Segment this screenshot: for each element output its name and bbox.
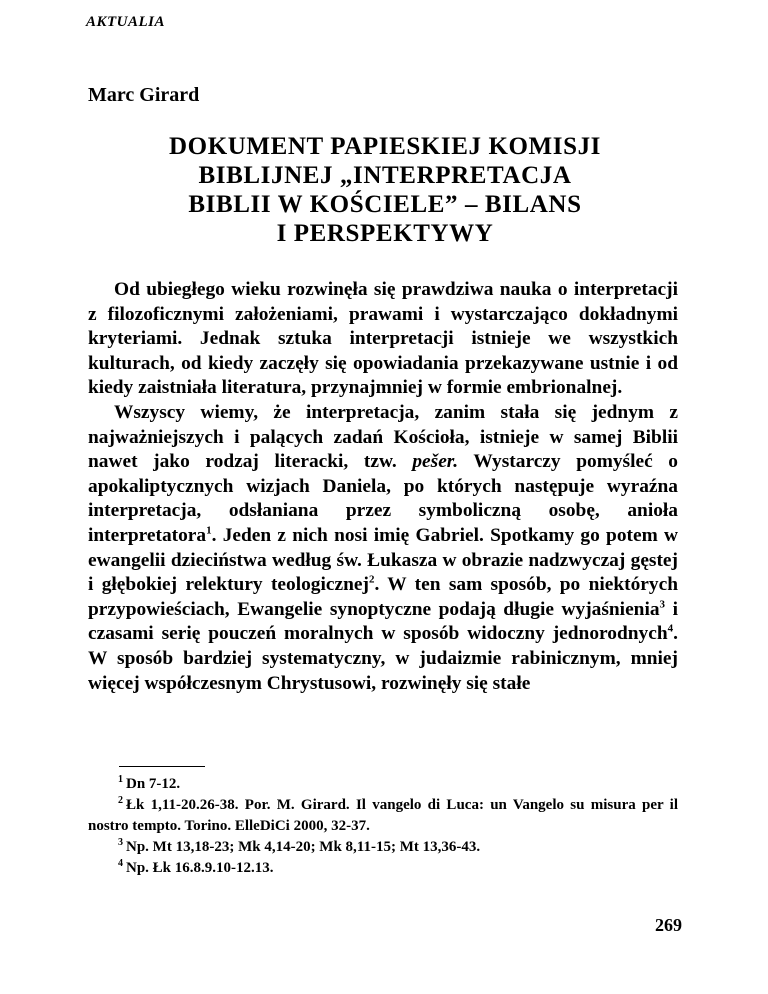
title-line-1: DOKUMENT PAPIESKIEJ KOMISJI xyxy=(169,133,601,160)
title-line-3: BIBLII W KOŚCIELE” – BILANS xyxy=(188,191,582,218)
section-header: AKTUALIA xyxy=(86,14,166,30)
footnote-ref-4: 4 xyxy=(667,622,674,635)
paragraph-2-text-c: . Jeden z nich nosi imię Gabriel. Spotkamy go potem w ewangelii dzieciństwa według św. Łukasza w obrazie nadzwyczaj gęstej i głębokiej relektury teologicznej xyxy=(88,524,678,596)
paragraph-2-text-a: Wszyscy wiemy, że interpretacja, zanim stała się jednym z najważniejszych i palących zadań Kościoła, istnieje w samej Biblii nawet jako rodzaj literacki, tzw. xyxy=(88,401,678,473)
footnote-divider xyxy=(119,766,205,767)
footnote-mark: 2 xyxy=(118,795,123,806)
title-line-2: BIBLIJNEJ „INTERPRETACJA xyxy=(198,162,572,189)
footnote-3 xyxy=(88,837,678,858)
footnote-ref-3: 3 xyxy=(659,598,666,611)
footnote-text: Dn 7-12. xyxy=(126,776,181,792)
footnote-ref-2: 2 xyxy=(368,573,375,586)
footnote-ref-1: 1 xyxy=(206,524,212,537)
footnote-4 xyxy=(88,858,678,879)
footnotes xyxy=(88,774,678,879)
paragraph-2-text-f: . W sposób bardziej systematyczny, w judaizmie rabinicznym, mniej więcej współczesnym Chrystusowi, rozwinęły się stałe xyxy=(88,623,678,694)
footnote-text: Łk 1,11-20.26-38. Por. M. Girard. Il vangelo di Luca: un Vangelo su misura per il nostro tempto. Torino. ElleDiCi 2000, 32-37. xyxy=(88,797,678,834)
author-name: Marc Girard xyxy=(88,84,200,106)
footnote-1 xyxy=(88,774,678,795)
paragraph-2-text-b: Wystarczy pomyśleć o apokaliptycznych wizjach Daniela, po których następuje wyraźna interpretacja, odsłaniana przez symboliczną osobę, anioła interpretatora xyxy=(88,451,679,546)
footnote-2 xyxy=(88,795,678,837)
paragraph-1: Od ubiegłego wieku rozwinęła się prawdziwa nauka o interpretacji z filozoficznymi założeniami, prawami i wystarczająco dokładnymi kryteriami. Jednak sztuka interpretacji istnieje we wszystkich kulturach, od kiedy zaczęły się opowiadania przekazywane ustnie i od kiedy zaistniała literatura, przynajmniej w formie embrionalnej. xyxy=(88,279,678,399)
footnote-mark: 3 xyxy=(118,837,123,848)
pesher-term: pešer. xyxy=(412,451,459,473)
article-body xyxy=(88,278,678,696)
footnote-text: Np. Mt 13,18-23; Mk 4,14-20; Mk 8,11-15; Mt 13,36-43. xyxy=(126,839,481,855)
page-number: 269 xyxy=(655,915,682,935)
paragraph-2-text-d: . W ten sam sposób, po niektórych przypowieściach, Ewangelie synoptyczne podają długie wyjaśnienia xyxy=(88,574,678,620)
title-line-4: I PERSPEKTYWY xyxy=(276,220,494,247)
footnote-text: Np. Łk 16.8.9.10-12.13. xyxy=(126,860,274,876)
footnote-mark: 4 xyxy=(118,858,123,869)
footnote-mark: 1 xyxy=(118,774,123,785)
paragraph-2 xyxy=(88,401,678,696)
paragraph-2-text-e: i czasami serię pouczeń moralnych w sposób widoczny jednorodnych xyxy=(88,598,678,645)
article-title xyxy=(100,132,670,248)
